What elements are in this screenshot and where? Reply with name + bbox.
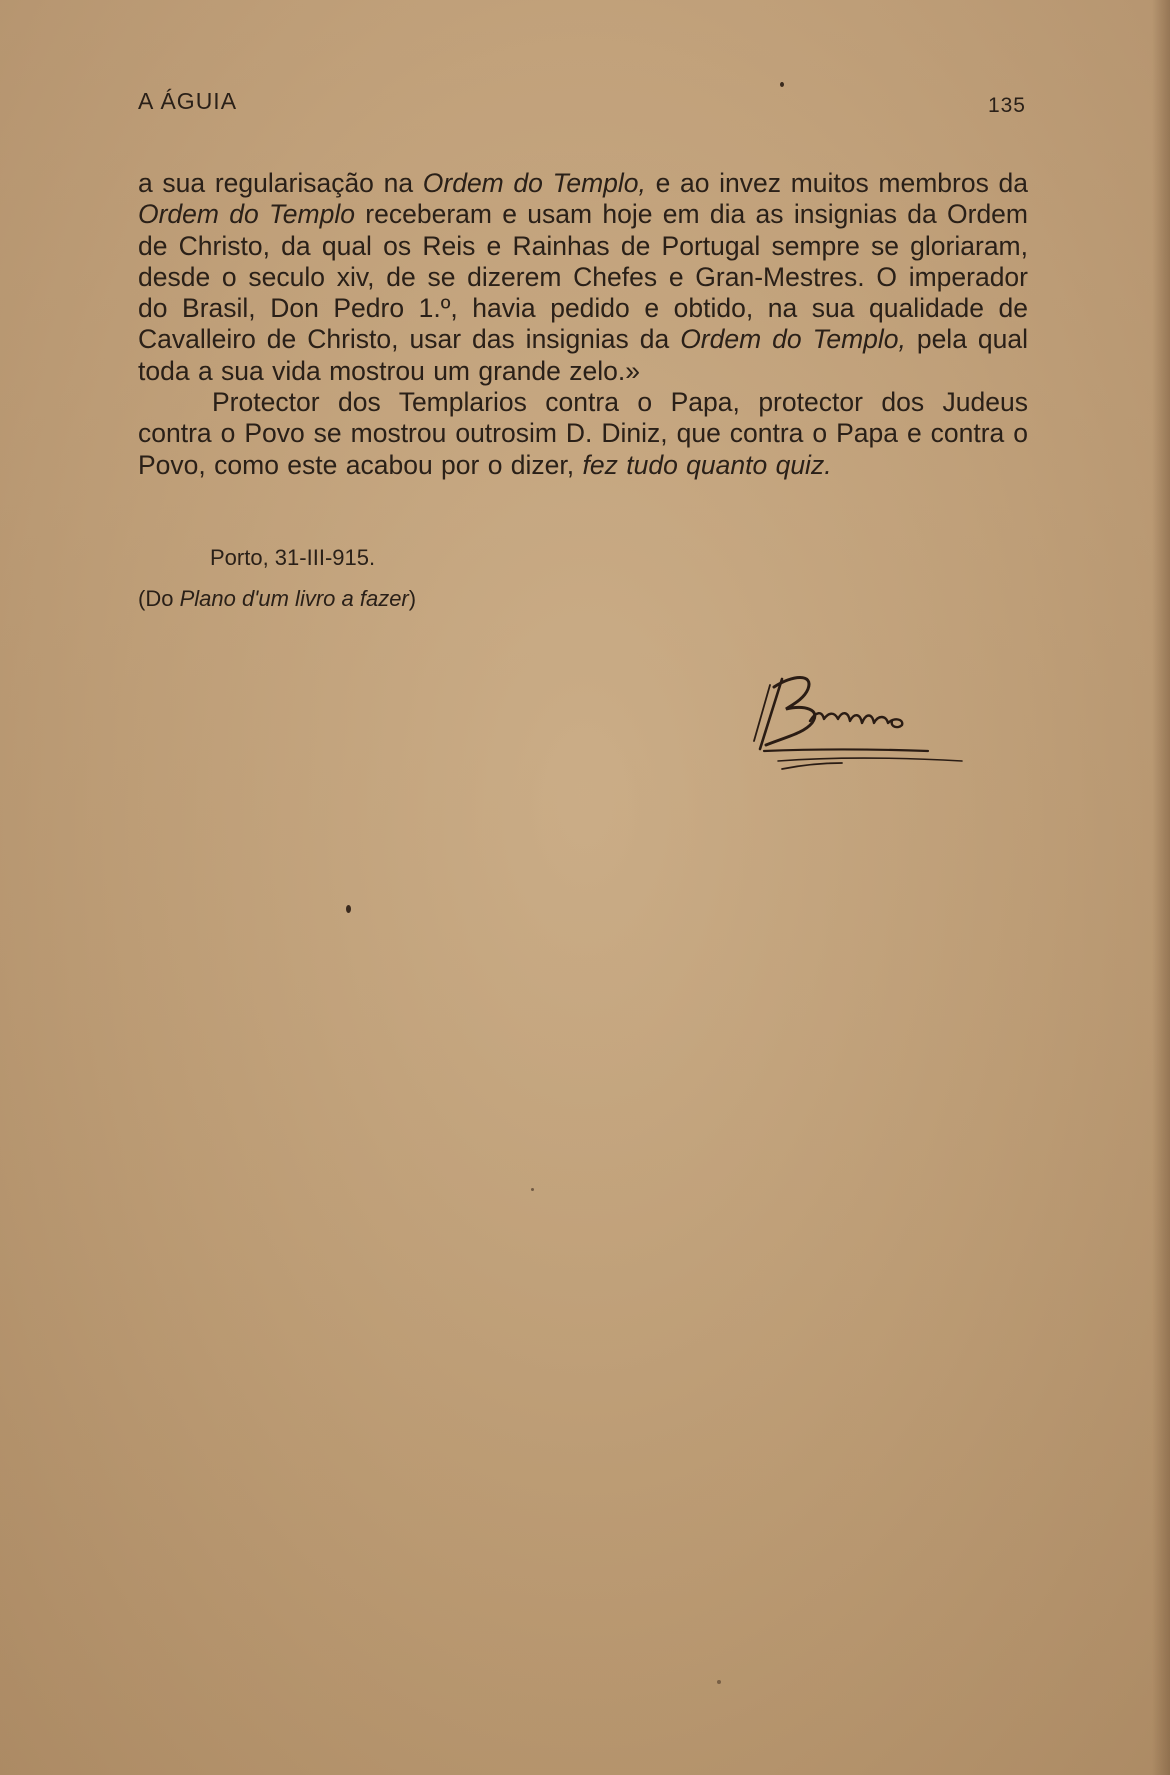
ink-speck [531,1188,534,1191]
text-run: pela qual toda a sua vida mostrou um grande zelo.» [138,324,1028,386]
source-note-close: ) [408,586,417,611]
source-note-title: Plano d'um livro a fazer [179,586,409,611]
italic-run: fez tudo quanto quiz. [582,449,832,480]
source-note [138,586,416,612]
page-edge-shadow [1152,0,1170,1775]
paragraph-2 [138,387,1028,481]
italic-run: Ordem do Templo, [422,168,646,198]
running-header [138,82,1026,122]
italic-run: Ordem do Templo, [680,324,906,355]
handwritten-signature [752,665,972,775]
paragraph-1 [138,168,1028,387]
journal-title: A ÁGUIA [138,88,238,114]
text-run: a sua regularisação na [138,168,423,198]
dateline: Porto, 31-III-915. [210,545,376,570]
body-text [138,168,1028,481]
page-number: 135 [987,94,1026,117]
ink-speck [780,82,784,87]
italic-run: Ordem do Templo [138,199,355,230]
source-note-open: (Do [138,586,180,611]
text-run: receberam e usam hoje em dia as insignias da Ordem de Christo, da qual os Reis e Rainhas de Portugal sempre se gloriaram, desde o seculo xiv, de se dizerem Chefes e Gran-Mestres. O imperador do Brasil, Don Pedro 1.º, havia pedido e obtido, na sua qualidade de Cavalleiro de Christo, usar das insignias da [138,199,1028,355]
text-run: e ao invez muitos membros da [645,168,1029,198]
ink-speck [346,905,351,913]
text-run: Protector dos Templarios contra o Papa, protector dos Judeus contra o Povo se mostrou outrosim D. Diniz, que contra o Papa e contra o Povo, como este acabou por o dizer, [138,387,1028,480]
ink-speck [717,1680,721,1684]
